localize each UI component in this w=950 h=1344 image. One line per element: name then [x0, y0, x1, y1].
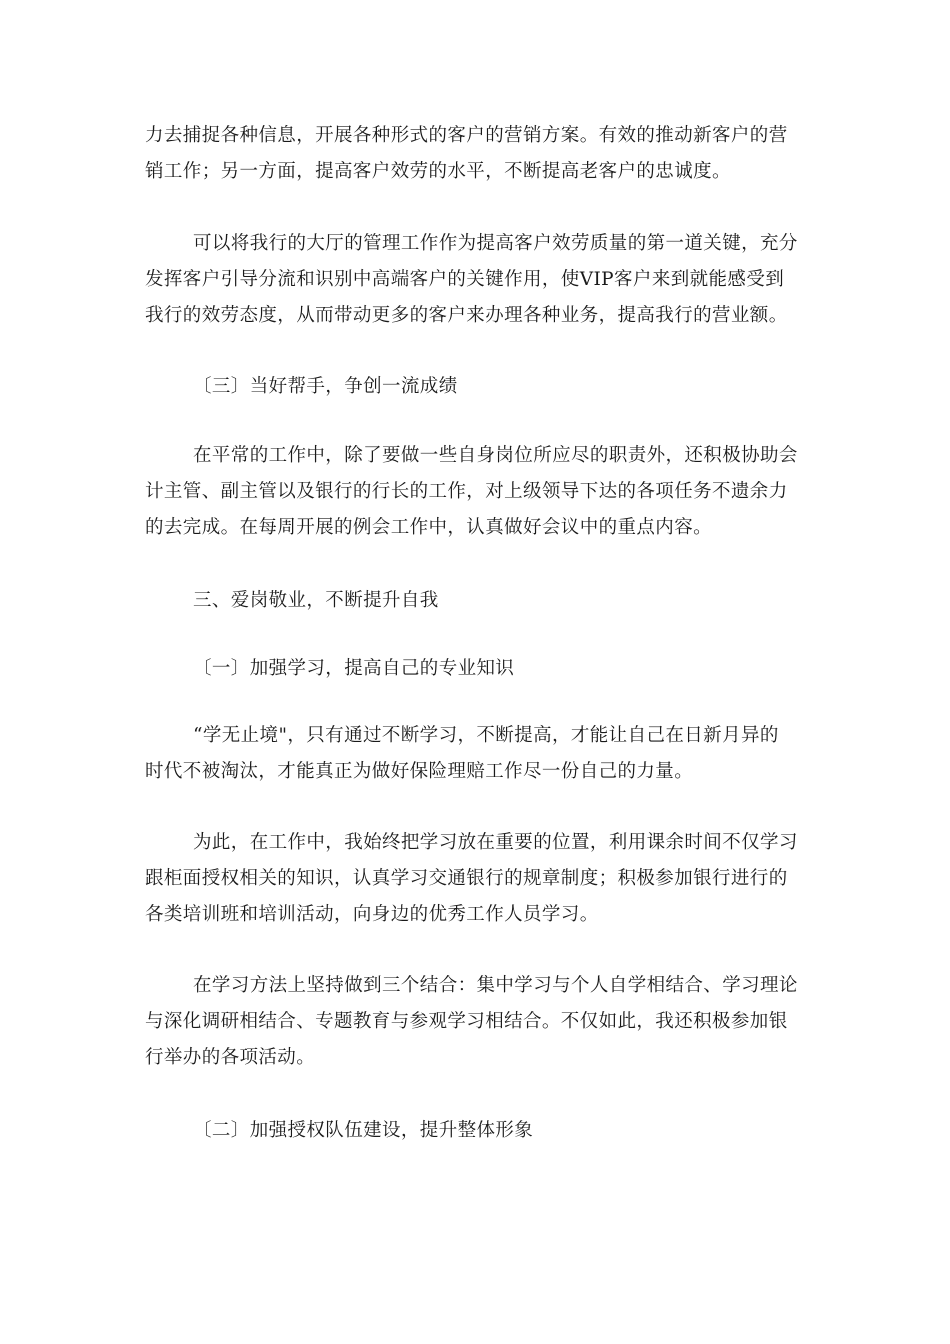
text-line: 我行的效劳态度，从而带动更多的客户来办理各种业务，提高我行的营业额。: [145, 305, 788, 326]
text-line: 销工作；另一方面，提高客户效劳的水平，不断提高老客户的忠诚度。: [145, 161, 731, 182]
text-line: 〔二〕加强授权队伍建设，提升整体形象: [193, 1120, 534, 1141]
subheading-one: [145, 651, 820, 687]
paragraph-study-priority: [145, 825, 820, 933]
text-line: 〔一〕加强学习，提高自己的专业知识: [193, 658, 515, 679]
text-line: 力去捕捉各种信息，开展各种形式的客户的营销方案。有效的推动新客户的营: [145, 125, 788, 146]
paragraph-lobby-management: [145, 226, 820, 334]
paragraph-marketing-continuation: [145, 118, 820, 190]
text-line: 为此，在工作中，我始终把学习放在重要的位置，利用课余时间不仅学习: [193, 832, 798, 853]
subheading-two: [145, 1113, 820, 1149]
text-line: 与深化调研相结合、专题教育与参观学习相结合。不仅如此，我还积极参加银: [145, 1011, 788, 1032]
paragraph-study-methods: [145, 968, 820, 1076]
text-line: 发挥客户引导分流和识别中高端客户的关键作用，使VIP客户来到就能感受到: [145, 269, 785, 290]
text-line: 跟柜面授权相关的知识，认真学习交通银行的规章制度；积极参加银行进行的: [145, 868, 788, 889]
text-line: 各类培训班和培训活动，向身边的优秀工作人员学习。: [145, 904, 599, 925]
text-line: 三、爱岗敬业，不断提升自我: [193, 590, 439, 611]
text-line: 〔三〕当好帮手，争创一流成绩: [193, 376, 458, 397]
text-line: 可以将我行的大厅的管理工作作为提高客户效劳质量的第一道关键，充分: [193, 233, 798, 254]
text-line: 计主管、副主管以及银行的行长的工作，对上级领导下达的各项任务不遗余力: [145, 481, 788, 502]
text-line: 在学习方法上坚持做到三个结合：集中学习与个人自学相结合、学习理论: [193, 975, 798, 996]
paragraph-learning-endless: [145, 718, 820, 790]
text-line: 行举办的各项活动。: [145, 1047, 316, 1068]
text-line: 时代不被淘汰，才能真正为做好保险理赔工作尽一份自己的力量。: [145, 761, 694, 782]
text-line: 在平常的工作中，除了要做一些自身岗位所应尽的职责外，还积极协助会: [193, 445, 798, 466]
section-heading-three: [145, 583, 820, 619]
paragraph-assist-duties: [145, 438, 820, 546]
subheading-three: [145, 369, 820, 405]
text-line: 的去完成。在每周开展的例会工作中，认真做好会议中的重点内容。: [145, 517, 713, 538]
text-line: “学无止境"，只有通过不断学习，不断提高，才能让自己在日新月异的: [193, 725, 779, 746]
